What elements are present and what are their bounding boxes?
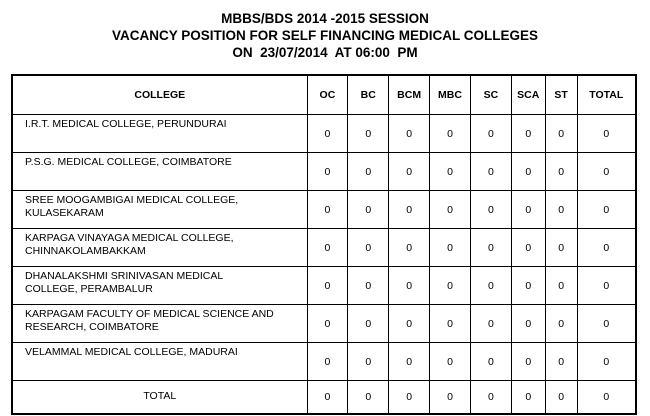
column-header: SCA <box>511 75 545 115</box>
total-cell: 0 <box>348 381 389 414</box>
vacancy-cell: 0 <box>348 267 389 305</box>
vacancy-cell: 0 <box>470 115 511 153</box>
table-row <box>12 229 636 267</box>
vacancy-cell: 0 <box>307 305 348 343</box>
vacancy-cell: 0 <box>545 153 577 191</box>
vacancy-cell: 0 <box>348 229 389 267</box>
college-name-line2: RESEARCH, COIMBATORE <box>25 321 159 333</box>
vacancy-cell: 0 <box>389 229 430 267</box>
vacancy-cell: 0 <box>307 267 348 305</box>
vacancy-cell: 0 <box>545 343 577 381</box>
vacancy-cell: 0 <box>307 191 348 229</box>
vacancy-cell: 0 <box>511 229 545 267</box>
college-name-cell <box>12 153 307 191</box>
column-header: ST <box>545 75 577 115</box>
vacancy-cell: 0 <box>348 153 389 191</box>
college-name-line2: COLLEGE, PERAMBALUR <box>25 283 153 295</box>
column-header: OC <box>307 75 348 115</box>
vacancy-cell: 0 <box>430 343 471 381</box>
vacancy-cell: 0 <box>470 229 511 267</box>
vacancy-cell: 0 <box>545 305 577 343</box>
vacancy-cell: 0 <box>577 115 636 153</box>
total-cell: 0 <box>307 381 348 414</box>
vacancy-cell: 0 <box>430 115 471 153</box>
vacancy-cell: 0 <box>511 191 545 229</box>
table-header-row <box>12 75 636 115</box>
vacancy-cell: 0 <box>430 191 471 229</box>
document-title: VACANCY POSITION FOR SELF FINANCING MEDICAL COLLEGES <box>111 28 539 43</box>
vacancy-cell: 0 <box>545 191 577 229</box>
total-cell: 0 <box>470 381 511 414</box>
college-name-line1: KARPAGA VINAYAGA MEDICAL COLLEGE, <box>25 232 234 244</box>
column-header: MBC <box>430 75 471 115</box>
college-name-line2: CHINNAKOLAMBAKKAM <box>25 245 146 257</box>
vacancy-cell: 0 <box>577 191 636 229</box>
vacancy-cell: 0 <box>470 267 511 305</box>
vacancy-cell: 0 <box>577 229 636 267</box>
college-name-cell <box>12 343 307 381</box>
table-row <box>12 267 636 305</box>
vacancy-cell: 0 <box>577 153 636 191</box>
vacancy-cell: 0 <box>389 267 430 305</box>
college-name-line1: SREE MOOGAMBIGAI MEDICAL COLLEGE, <box>25 194 239 206</box>
table-row <box>12 115 636 153</box>
vacancy-cell: 0 <box>307 229 348 267</box>
session-title: MBBS/BDS 2014 -2015 SESSION <box>221 11 429 26</box>
vacancy-cell: 0 <box>389 153 430 191</box>
total-cell: 0 <box>545 381 577 414</box>
vacancy-cell: 0 <box>348 343 389 381</box>
vacancy-cell: 0 <box>577 305 636 343</box>
vacancy-cell: 0 <box>577 343 636 381</box>
college-name-line1: P.S.G. MEDICAL COLLEGE, COIMBATORE <box>25 156 232 168</box>
vacancy-cell: 0 <box>430 305 471 343</box>
college-name-line1: I.R.T. MEDICAL COLLEGE, PERUNDURAI <box>25 118 227 130</box>
vacancy-table <box>11 74 637 415</box>
vacancy-cell: 0 <box>577 267 636 305</box>
table-row <box>12 191 636 229</box>
vacancy-cell: 0 <box>545 229 577 267</box>
total-cell: 0 <box>389 381 430 414</box>
vacancy-cell: 0 <box>348 115 389 153</box>
vacancy-cell: 0 <box>307 115 348 153</box>
vacancy-cell: 0 <box>545 267 577 305</box>
college-name-line2: KULASEKARAM <box>25 207 104 219</box>
vacancy-cell: 0 <box>389 305 430 343</box>
vacancy-cell: 0 <box>470 305 511 343</box>
table-row <box>12 153 636 191</box>
vacancy-cell: 0 <box>470 191 511 229</box>
column-header: BC <box>348 75 389 115</box>
column-header: COLLEGE <box>12 75 307 115</box>
vacancy-cell: 0 <box>307 153 348 191</box>
college-name-line1: KARPAGAM FACULTY OF MEDICAL SCIENCE AND <box>25 308 274 320</box>
vacancy-cell: 0 <box>511 153 545 191</box>
vacancy-cell: 0 <box>511 115 545 153</box>
total-label: TOTAL <box>12 381 307 414</box>
column-header: TOTAL <box>577 75 636 115</box>
vacancy-cell: 0 <box>511 267 545 305</box>
vacancy-cell: 0 <box>348 191 389 229</box>
college-name-line1: VELAMMAL MEDICAL COLLEGE, MADURAI <box>25 346 238 358</box>
college-name-line1: DHANALAKSHMI SRINIVASAN MEDICAL <box>25 270 224 282</box>
total-cell: 0 <box>511 381 545 414</box>
vacancy-cell: 0 <box>348 305 389 343</box>
college-name-cell <box>12 229 307 267</box>
total-row <box>12 381 636 414</box>
vacancy-cell: 0 <box>511 305 545 343</box>
column-header: SC <box>470 75 511 115</box>
college-name-cell <box>12 267 307 305</box>
vacancy-cell: 0 <box>389 115 430 153</box>
table-row <box>12 343 636 381</box>
column-header: BCM <box>389 75 430 115</box>
vacancy-cell: 0 <box>389 343 430 381</box>
vacancy-cell: 0 <box>470 343 511 381</box>
vacancy-cell: 0 <box>307 343 348 381</box>
document-header <box>0 0 650 61</box>
date-time-line: ON 23/07/2014 AT 06:00 PM <box>232 45 418 60</box>
college-name-cell <box>12 191 307 229</box>
vacancy-cell: 0 <box>430 229 471 267</box>
vacancy-cell: 0 <box>470 153 511 191</box>
table-row <box>12 305 636 343</box>
total-cell: 0 <box>430 381 471 414</box>
vacancy-cell: 0 <box>389 191 430 229</box>
vacancy-cell: 0 <box>430 153 471 191</box>
vacancy-cell: 0 <box>511 343 545 381</box>
vacancy-cell: 0 <box>545 115 577 153</box>
vacancy-cell: 0 <box>430 267 471 305</box>
college-name-cell <box>12 305 307 343</box>
total-cell: 0 <box>577 381 636 414</box>
college-name-cell <box>12 115 307 153</box>
